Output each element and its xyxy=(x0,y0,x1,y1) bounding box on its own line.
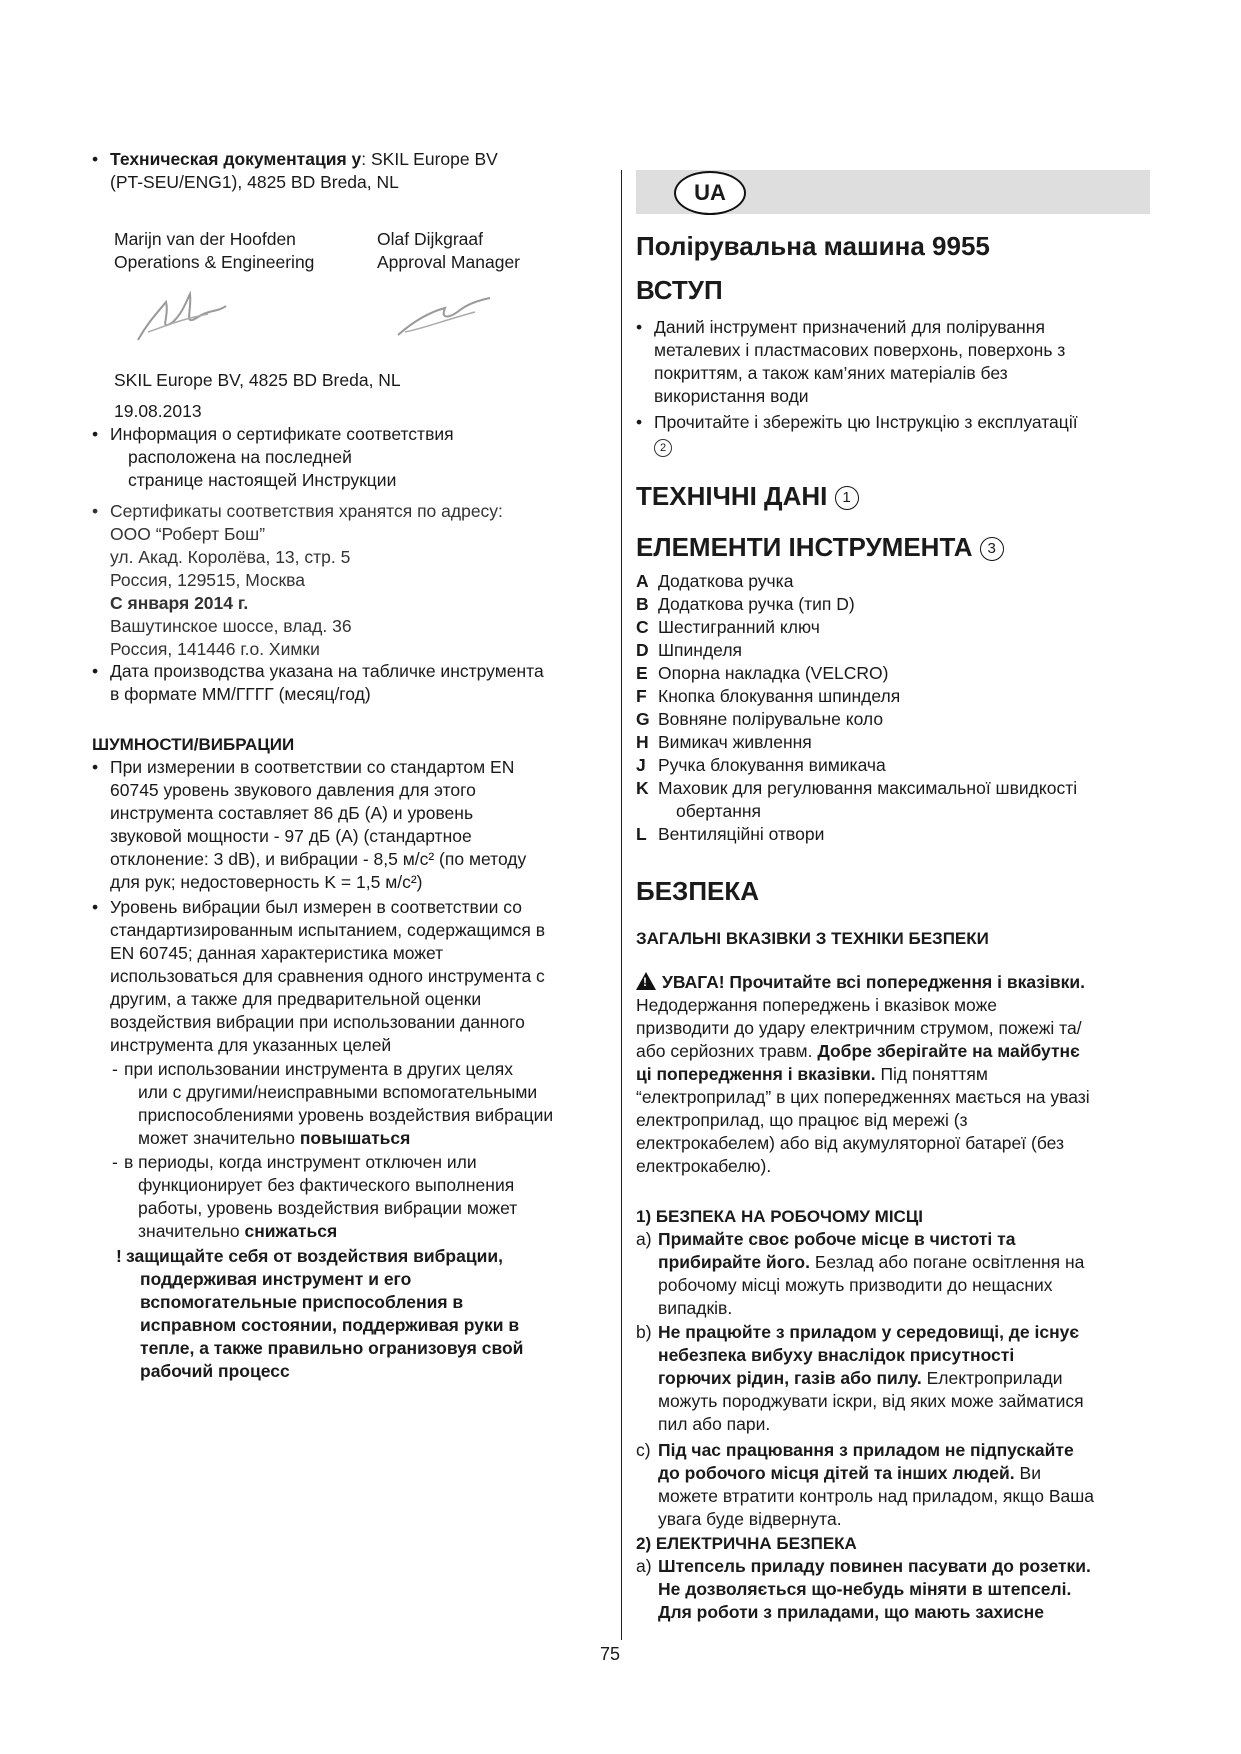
work-rule-a: a) Примайте своє робоче місце в чистоті та прибирайте його. Безлад або погане освітлення на робочому місці можуть призводити до нещасних випадків. xyxy=(636,1229,1085,1318)
work-rule-b: b) Не працюйте з приладом у середовищі, де існує небезпека вибуху внаслідок присутності горючих рідин, газів або пилу. Електроприлади можуть породжувати іскри, від яких може займатися пил або пари. xyxy=(636,1322,1084,1434)
element-item: обертання xyxy=(676,801,761,821)
warning-line: вспомогательные приспособления в xyxy=(140,1292,464,1312)
intro-item-2: • Прочитайте і збережіть цю Інструкцію з експлуатації 2 xyxy=(636,411,1168,457)
noise-line: отклонение: 3 dB), и вибрации - 8,5 м/с² (по методу xyxy=(110,849,527,869)
company-address: SKIL Europe BV, 4825 BD Breda, NL xyxy=(114,370,401,390)
warning-bold: ці попередження і вказівки. xyxy=(636,1064,876,1084)
warning-line: Під поняттям xyxy=(880,1064,988,1084)
language-badge: UA xyxy=(674,171,746,215)
electrical-rule-a: a) Штепсель приладу повинен пасувати до розетки. Не дозволяється що-небудь міняти в штепселі. Для роботи з приладами, що мають захисне xyxy=(636,1556,1091,1622)
warning-line: защищайте себя от воздействия вибрации, xyxy=(126,1246,503,1266)
element-item: E Опорна накладка (VELCRO) xyxy=(636,663,889,683)
warning-line: рабочий процесс xyxy=(140,1361,290,1381)
tech-heading xyxy=(636,480,859,512)
intro-line: металевих і пластмасових поверхонь, поверхонь з xyxy=(654,340,1066,360)
noise-line: Уровень вибрации был измерен в соответствии со xyxy=(110,897,522,917)
elements-list xyxy=(636,570,1150,846)
element-item: G Вовняне полірувальне коло xyxy=(636,709,884,729)
elements-heading xyxy=(636,531,1004,563)
tech-doc-label: Техническая документация у xyxy=(110,149,362,169)
cert-storage-line: Сертификаты соответствия хранятся по адресу: xyxy=(110,501,503,521)
sub-line: или с другими/неисправными вспомогательными xyxy=(138,1082,538,1102)
element-item: F Кнопка блокування шпинделя xyxy=(636,686,901,706)
sub-bold: повышаться xyxy=(299,1128,411,1148)
warning-line: електрокабелю). xyxy=(636,1156,772,1176)
cert-from-date: С января 2014 г. xyxy=(110,593,249,613)
intro-line: Даний інструмент призначений для полірування xyxy=(654,317,1045,337)
warning-line: “електроприлад” в цих попередженнях мається на увазі xyxy=(636,1087,1090,1107)
warning-bold: Добре зберігайте на майбутнє xyxy=(817,1041,1080,1061)
noise-line: стандартизированным испытанием, содержащимся в xyxy=(110,920,546,940)
warning-line: исправном состоянии, поддерживая руки в xyxy=(140,1315,520,1335)
figure-ref-3: 3 xyxy=(980,537,1004,561)
noise-line: использоваться для сравнения одного инструмента с xyxy=(110,966,545,986)
noise-line: EN 60745; данная характеристика может xyxy=(110,943,444,963)
signer-2 xyxy=(377,228,520,274)
sub-line: приспособлениями уровень воздействия вибрации xyxy=(138,1105,554,1125)
vibration-sub-1: - при использовании инструмента в других целях или с другими/неисправными вспомогательными приспособлениями уровень воздействия вибрации может значительно повышаться xyxy=(92,1058,658,1150)
general-safety-heading: ЗАГАЛЬНІ ВКАЗІВКИ З ТЕХНІКИ БЕЗПЕКИ xyxy=(636,929,989,948)
tech-doc-line2: (PT-SEU/ENG1), 4825 BD Breda, NL xyxy=(110,172,399,192)
noise-line: инструмента составляет 86 дБ (A) и уровень xyxy=(110,803,474,823)
tech-doc-item: • Техническая документация у: SKIL Europe BV (PT-SEU/ENG1), 4825 BD Breda, NL xyxy=(92,148,630,194)
signer-1-role: Operations & Engineering xyxy=(114,252,315,272)
page-number: 75 xyxy=(600,1644,621,1664)
noise-line: При измерении в соответствии со стандартом EN xyxy=(110,757,515,777)
tech-heading-text: ТЕХНІЧНІ ДАНІ xyxy=(636,481,828,511)
element-item: K Маховик для регулювання максимальної швидкості xyxy=(636,778,1078,798)
warning-triangle-icon: ! xyxy=(636,972,656,990)
cert-info-line: странице настоящей Инструкции xyxy=(128,470,397,490)
signer-2-role: Approval Manager xyxy=(377,252,520,272)
vibration-warning: ! защищайте себя от воздействия вибрации, поддерживая инструмент и его вспомогательные приспособления в исправном состоянии, поддерживая руки в тепле, а также правильно огранизовуя свой рабочий процесс xyxy=(92,1245,660,1383)
sub-line: работы, уровень воздействия вибрации может xyxy=(138,1198,518,1218)
sub-line: при использовании инструмента в других целях xyxy=(124,1059,513,1079)
warning-line: тепле, а также правильно огранизовуя свой xyxy=(140,1338,524,1358)
cert-storage-line: Россия, 129515, Москва xyxy=(110,570,305,590)
cert-info-line: Информация о сертификате соответствия xyxy=(110,424,454,444)
sub-bold: снижаться xyxy=(244,1221,338,1241)
signature-1-image xyxy=(128,282,238,352)
noise-line: инструмента для указанных целей xyxy=(110,1035,392,1055)
figure-ref-2: 2 xyxy=(654,439,672,457)
noise-line: другим, а также для предварительной оценки xyxy=(110,989,482,1009)
element-item: A Додаткова ручка xyxy=(636,571,794,591)
vibration-sub-2: - в периоды, когда инструмент отключен или функционирует без фактического выполнения работы, уровень воздействия вибрации может значительно снижаться xyxy=(92,1151,658,1243)
tech-doc-text: : SKIL Europe BV xyxy=(361,149,498,169)
signer-1-name: Marijn van der Hoofden xyxy=(114,229,296,249)
noise-paragraph-2: • Уровень вибрации был измерен в соответствии со стандартизированным испытанием, содержащимся в EN 60745; данная характеристика может использоваться для сравнения одного инструмента с другим, а также для предварительной оценки воздействия вибрации при использовании данного инструмента для указанных целей xyxy=(92,896,630,1057)
prod-date-item: • Дата производства указана на табличке инструмента в формате ММ/ГГГГ (месяц/год) xyxy=(92,660,630,706)
noise-line: 60745 уровень звукового давления для этого xyxy=(110,780,476,800)
noise-heading: ШУМНОСТИ/ВИБРАЦИИ xyxy=(92,735,295,754)
cert-storage-line: ООО “Роберт Бош” xyxy=(110,524,266,544)
intro-heading: ВСТУП xyxy=(636,275,723,305)
cert-new-line: Вашутинское шоссе, влад. 36 xyxy=(110,616,352,636)
noise-paragraph-1: • При измерении в соответствии со стандартом EN 60745 уровень звукового давления для этого инструмента составляет 86 дБ (A) и уровень звуковой мощности - 97 дБ (A) (стандартное отклонение: 3 dB), и вибрации - 8,5 м/с² (по методу для рук; недостоверность K = 1,5 м/с²) xyxy=(92,756,630,894)
general-warning xyxy=(636,971,1150,1178)
noise-line: для рук; недостоверность K = 1,5 м/с²) xyxy=(110,872,423,892)
figure-ref-1: 1 xyxy=(835,486,859,510)
cert-storage-item: • Сертификаты соответствия хранятся по адресу: ООО “Роберт Бош” ул. Акад. Королёва, 13, стр. 5 Россия, 129515, Москва С января 2014 г. Вашутинское шоссе, влад. 36 Россия, 141446 г.о. Химки xyxy=(92,500,630,661)
warning-line: поддерживая инструмент и его xyxy=(140,1269,412,1289)
element-item: B Додаткова ручка (тип D) xyxy=(636,594,855,614)
sub-line: может значительно xyxy=(138,1128,295,1148)
element-item: L Вентиляційні отвори xyxy=(636,824,825,844)
product-title: Полірувальна машина 9955 xyxy=(636,231,990,261)
safety-heading: БЕЗПЕКА xyxy=(636,876,759,906)
work-rule-c: c) Під час працювання з приладом не підпускайте до робочого місця дітей та інших людей. Ви можете втратити контроль над приладом, якщо Ваша увага буде відвернута. xyxy=(636,1440,1095,1529)
cert-info-item: • Информация о сертификате соответствия расположена на последней странице настоящей Инструкции xyxy=(92,423,630,492)
sub-line: функционирует без фактического выполнения xyxy=(138,1175,515,1195)
warning-line: Недодержання попереджень і вказівок може xyxy=(636,995,998,1015)
signer-2-name: Olaf Dijkgraaf xyxy=(377,229,484,249)
elements-heading-text: ЕЛЕМЕНТИ ІНСТРУМЕНТА xyxy=(636,532,973,562)
warning-line: електроприлад, що працює від мережі (з xyxy=(636,1110,968,1130)
element-item: D Шпинделя xyxy=(636,640,743,660)
warning-line: призводити до удару електричним струмом, пожежі та/ xyxy=(636,1018,1082,1038)
signer-1 xyxy=(114,228,314,274)
intro-line: покриттям, а також кам’яних матеріалів без xyxy=(654,363,1008,383)
cert-info-line: расположена на последней xyxy=(128,447,352,467)
noise-line: воздействия вибрации при использовании данного xyxy=(110,1012,525,1032)
noise-line: звуковой мощности - 97 дБ (A) (стандартное xyxy=(110,826,472,846)
signature-2-image xyxy=(390,290,500,345)
warning-line: електрокабелем) або від акумуляторної батареї (без xyxy=(636,1133,1065,1153)
electrical-heading: 2) ЕЛЕКТРИЧНА БЕЗПЕКА xyxy=(636,1534,857,1553)
intro-item-1: • Даний інструмент призначений для полірування металевих і пластмасових поверхонь, поверхонь з покриттям, а також кам’яних матеріалів без використання води xyxy=(636,316,1168,408)
prod-date-line: Дата производства указана на табличке инструмента xyxy=(110,661,544,681)
warning-bold: УВАГА! Прочитайте всі попередження і вказівки. xyxy=(662,972,1085,992)
work-area-heading: 1) БЕЗПЕКА НА РОБОЧОМУ МІСЦІ xyxy=(636,1207,923,1226)
element-item: C Шестигранний ключ xyxy=(636,617,820,637)
declaration-date: 19.08.2013 xyxy=(114,401,202,421)
element-item: J Ручка блокування вимикача xyxy=(636,755,886,775)
cert-new-line: Россия, 141446 г.о. Химки xyxy=(110,639,320,659)
sub-line: значительно xyxy=(138,1221,240,1241)
intro-line: використання води xyxy=(654,386,809,406)
prod-date-line: в формате ММ/ГГГГ (месяц/год) xyxy=(110,684,371,704)
element-item: H Вимикач живлення xyxy=(636,732,812,752)
intro-line: Прочитайте і збережіть цю Інструкцію з експлуатації xyxy=(654,412,1078,432)
sub-line: в периоды, когда инструмент отключен или xyxy=(124,1152,477,1172)
cert-storage-line: ул. Акад. Королёва, 13, стр. 5 xyxy=(110,547,351,567)
warning-line: або серйозних травм. xyxy=(636,1041,813,1061)
